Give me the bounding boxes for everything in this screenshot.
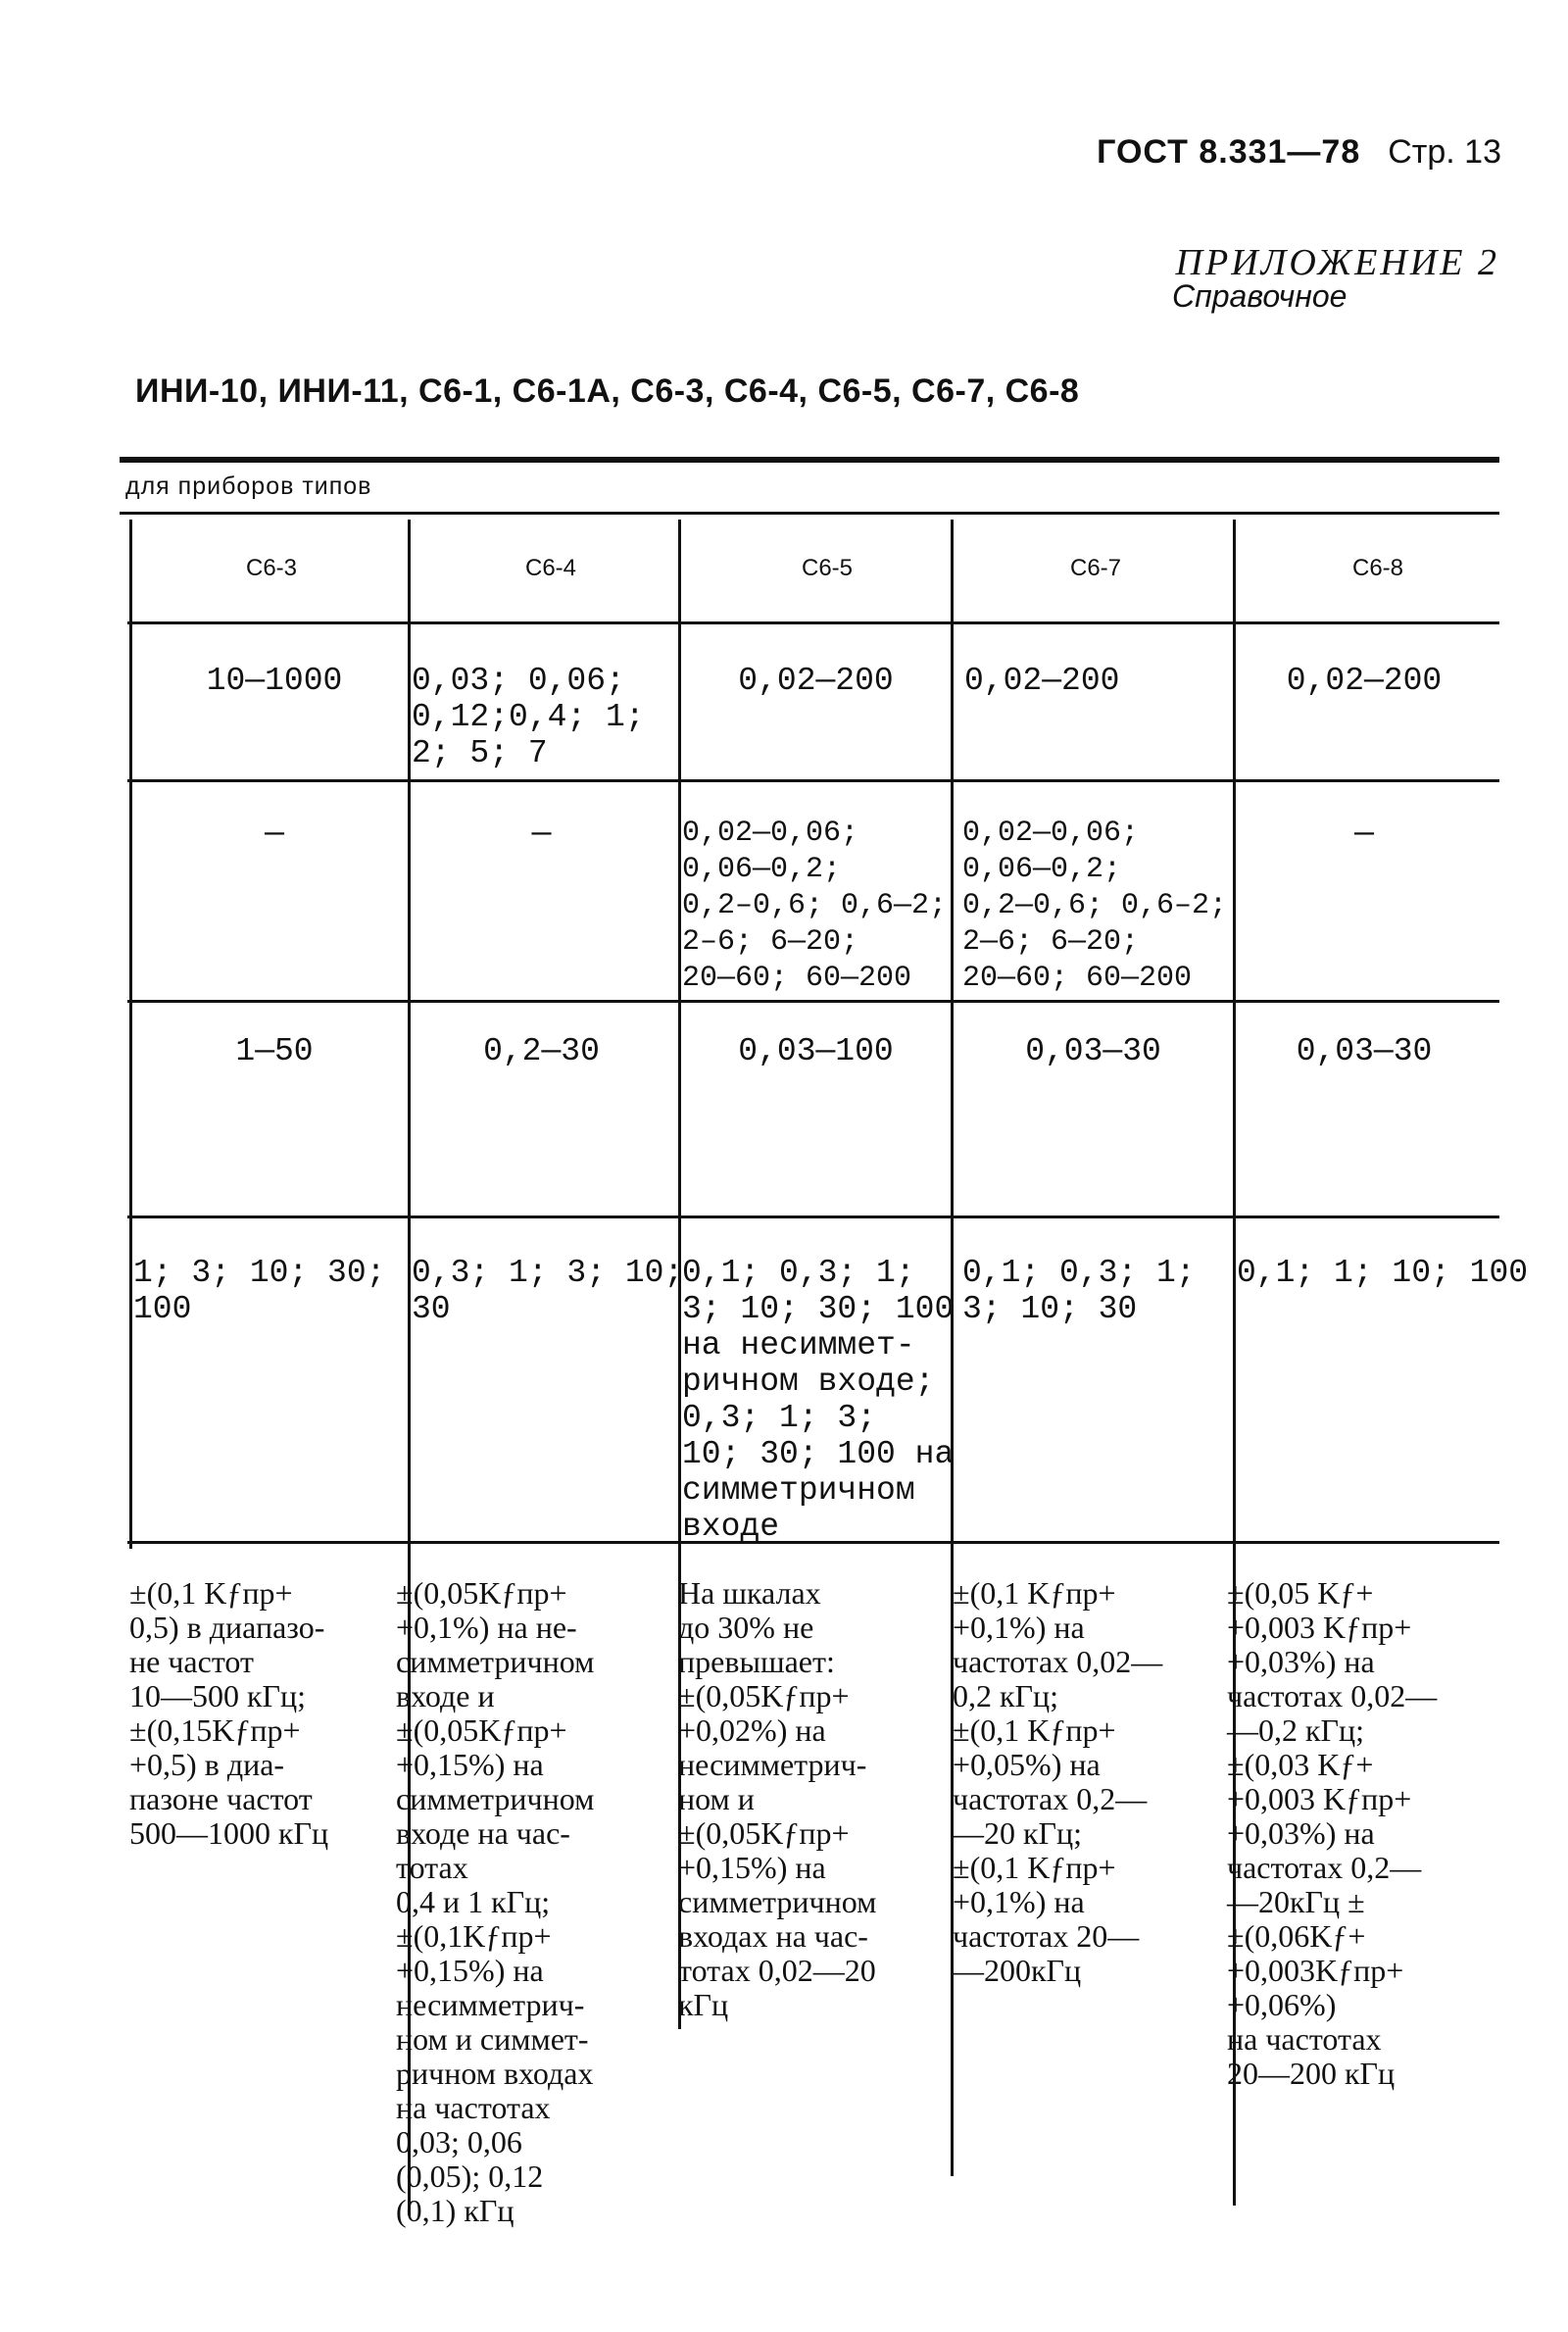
appendix-title: ПРИЛОЖЕНИЕ 2	[1175, 242, 1499, 283]
cell-r4-c6-8: 0,1; 1; 10; 100	[1237, 1255, 1529, 1291]
column-header-c6-7: С6-7	[1069, 555, 1122, 581]
row-rule	[127, 1000, 1499, 1003]
page-number: Стр. 13	[1388, 133, 1501, 171]
row-rule	[127, 621, 1499, 624]
cell-r5-c6-8: ±(0,05 Kƒ+ +0,003 Kƒпр+ +0,03%) на частотах 0,02— —0,2 кГц; ±(0,03 Kƒ+ +0,003 Kƒпр+ +0,03%) на частотах 0,2— —20кГц ± ±(0,06Kƒ+ +0,003Kƒпр+ +0,06%) на частотах 20—200 кГц	[1227, 1575, 1438, 2091]
cell-r1-c6-4: 0,03; 0,06; 0,12;0,4; 1; 2; 5; 7	[412, 663, 645, 771]
table-group-label: для приборов типов	[125, 472, 372, 500]
cell-r2-c6-5: 0,02—0,06; 0,06—0,2; 0,2–0,6; 0,6—2; 2–6; 6—20; 20—60; 60—200	[682, 817, 948, 995]
cell-r5-c6-4: ±(0,05Kƒпр+ +0,1%) на не- симметричном входе и ±(0,05Kƒпр+ +0,15%) на симметричном входе на час- тотах 0,4 и 1 кГц; ±(0,1Kƒпр+ +0,15%) на несимметрич- ном и симмет- ричном входах на частотах 0,03; 0,06 (0,05); 0,12 (0,1) кГц	[396, 1575, 595, 2228]
row-rule	[127, 779, 1499, 782]
cell-r2-c6-7: 0,02—0,06; 0,06—0,2; 0,2—0,6; 0,6–2; 2—6; 6—20; 20—60; 60—200	[962, 817, 1228, 995]
cell-r5-c6-3: ±(0,1 Kƒпр+ 0,5) в диапазо- не частот 10—500 кГц; ±(0,15Kƒпр+ +0,5) в диа- пазоне частот 500—1000 кГц	[129, 1575, 329, 1851]
cell-r1-c6-5: 0,02—200	[738, 663, 894, 699]
cell-r5-c6-7: ±(0,1 Kƒпр+ +0,1%) на частотах 0,02— 0,2 кГц; ±(0,1 Kƒпр+ +0,05%) на частотах 0,2— —20 кГц; ±(0,1 Kƒпр+ +0,1%) на частотах 20— —200кГц	[953, 1575, 1163, 1988]
cell-r2-c6-3: —	[265, 816, 284, 852]
cell-r3-c6-5: 0,03—100	[738, 1033, 894, 1069]
table-header-rule	[120, 512, 1499, 515]
cell-r1-c6-3: 10—1000	[206, 663, 343, 699]
cell-r4-c6-3: 1; 3; 10; 30; 100	[133, 1255, 386, 1327]
cell-r2-c6-4: —	[531, 816, 552, 852]
cell-r2-c6-8: —	[1354, 816, 1374, 852]
column-divider	[129, 520, 132, 1549]
row-rule	[127, 1216, 1499, 1218]
cell-r1-c6-7: 0,02—200	[964, 663, 1120, 699]
standard-number: ГОСТ 8.331—78	[1097, 133, 1361, 171]
column-header-c6-8: С6-8	[1351, 555, 1404, 581]
cell-r3-c6-7: 0,03—30	[1025, 1033, 1161, 1069]
column-header-c6-5: С6-5	[801, 555, 854, 581]
table-top-rule	[120, 457, 1499, 463]
page-header	[1097, 133, 1501, 172]
devices-line: ИНИ-10, ИНИ-11, С6-1, С6-1А, С6-3, С6-4, С6-5, С6-7, С6-8	[135, 372, 1080, 410]
cell-r3-c6-4: 0,2—30	[483, 1033, 600, 1069]
cell-r3-c6-8: 0,03—30	[1296, 1033, 1433, 1069]
column-header-c6-3: С6-3	[245, 555, 298, 581]
cell-r4-c6-4: 0,3; 1; 3; 10; 30	[412, 1255, 684, 1327]
cell-r5-c6-5: На шкалах до 30% не превышает: ±(0,05Kƒпр+ +0,02%) на несимметрич- ном и ±(0,05Kƒпр+ +0,15%) на симметричном входах на час- тотах 0,02—20 кГц	[678, 1575, 877, 2022]
cell-r4-c6-5: 0,1; 0,3; 1; 3; 10; 30; 100 на несиммет- ричном входе; 0,3; 1; 3; 10; 30; 100 на симметричном входе	[682, 1255, 955, 1545]
cell-r3-c6-3: 1—50	[235, 1033, 314, 1069]
cell-r1-c6-8: 0,02—200	[1286, 663, 1443, 699]
column-header-c6-4: С6-4	[524, 555, 577, 581]
cell-r4-c6-7: 0,1; 0,3; 1; 3; 10; 30	[962, 1255, 1196, 1327]
appendix-subtitle: Справочное	[1172, 278, 1348, 314]
